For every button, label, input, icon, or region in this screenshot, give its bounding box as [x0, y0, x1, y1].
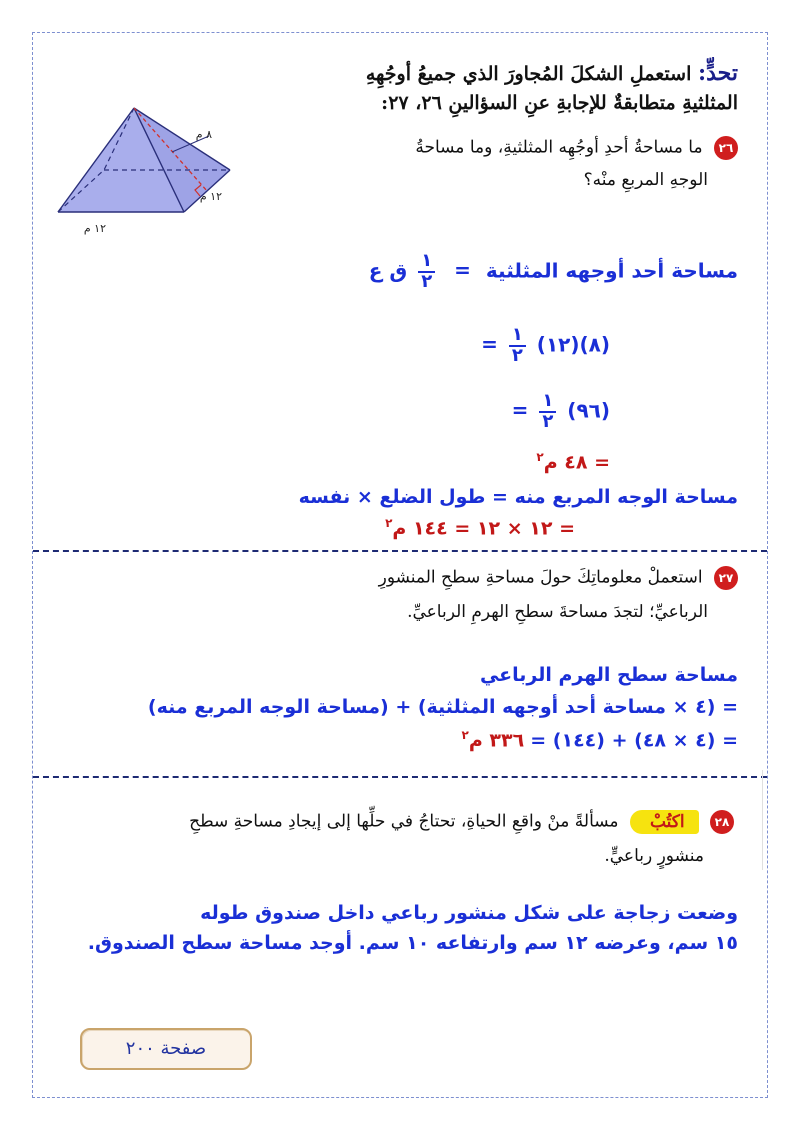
write-tag: اكتُبْ	[630, 810, 699, 834]
question-26-line-2: الوجهِ المربعِ منْه؟	[583, 170, 708, 190]
answer-27-formula: = (٤ × مساحة أحد أوجهه المثلثية) + (مساحة الوجه المربع منه)	[147, 696, 738, 718]
square-face-area-line: مساحة الوجه المربع منه = طول الضلع × نفسه	[298, 486, 738, 508]
intro-text-1: استعملِ الشكلَ المُجاورَ الذي جميعُ أوجُهِهِ	[365, 63, 692, 85]
square-face-area-result	[385, 516, 575, 539]
question-28-text-1: مسألةً منْ واقعِ الحياةِ، تحتاجُ في حلِّها إلى إيجادِ مساحةِ سطحِ	[189, 811, 619, 832]
fraction-denominator: ٢	[421, 270, 433, 292]
square-unit-superscript: ٢	[536, 450, 544, 464]
question-number-28: ٢٨	[710, 810, 734, 834]
fraction-numerator: ١	[418, 252, 435, 273]
product-12-8: (١٢)(٨)	[536, 332, 610, 357]
answer-26-line-3	[504, 392, 610, 432]
answer-26-line-4	[536, 450, 610, 473]
square-unit-superscript: ٢	[385, 516, 393, 530]
value-96: (٩٦)	[567, 398, 610, 423]
fraction-denominator: ٢	[542, 410, 554, 432]
answer-27-title: مساحة سطح الهرم الرباعي	[479, 664, 738, 686]
side-label: ١٢ م	[199, 190, 222, 203]
formula-base-height: ق ع	[368, 258, 408, 283]
pyramid-figure	[44, 100, 244, 240]
fraction-half	[418, 252, 435, 292]
square-unit-superscript: ٢	[461, 728, 469, 742]
fraction-half	[539, 392, 556, 432]
slant-label: ٨ م	[195, 128, 212, 141]
equals-sign: =	[511, 398, 529, 423]
question-number-27: ٢٧	[714, 566, 738, 590]
question-26-line-1	[415, 136, 738, 160]
challenge-tag: تحدٍّ:	[698, 60, 738, 86]
intro-line-2: المثلثيةِ متطابقةٌ للإجابةِ عنِ السؤالينِ ٢٦، ٢٧:	[381, 92, 738, 114]
fraction-numerator: ١	[509, 326, 526, 347]
answer-28-line-1: وضعت زجاجة على شكل منشور رباعي داخل صندوق طوله	[200, 902, 738, 924]
question-27-text-1: استعملْ معلوماتِكَ حولَ مساحةِ سطحِ المنشورِ	[378, 567, 703, 588]
calculation-result: ٣٣٦ م	[468, 729, 525, 752]
question-28-line-2: منشورٍ رباعيٍّ.	[604, 846, 704, 866]
equals-sign: =	[481, 332, 498, 357]
fraction-numerator: ١	[539, 392, 556, 413]
equals-sign: =	[454, 258, 471, 283]
question-27-line-1	[379, 566, 738, 590]
question-26-text-1: ما مساحةُ أحدِ أوجُهِه المثلثيةِ، وما مساحةُ	[415, 137, 703, 158]
question-27-line-2: الرباعيِّ؛ لتجدَ مساحةَ سطحِ الهرمِ الرباعيِّ.	[407, 602, 708, 622]
fraction-half	[509, 326, 526, 366]
intro-line-1	[366, 60, 738, 86]
section-divider	[33, 776, 767, 778]
base-label: ١٢ م	[83, 222, 106, 235]
answer-26-line-2	[473, 326, 610, 366]
question-number-26: ٢٦	[714, 136, 738, 160]
answer-28-line-2: ١٥ سم، وعرضه ١٢ سم وارتفاعه ١٠ سم. أوجد مساحة سطح الصندوق.	[87, 932, 738, 954]
side-rule	[762, 770, 763, 870]
question-28-line-1	[189, 810, 734, 834]
page-number-badge: صفحة ٢٠٠	[80, 1028, 252, 1070]
section-divider	[33, 550, 767, 552]
answer-27-calculation	[462, 728, 738, 751]
answer-26-line-1	[369, 252, 738, 292]
triangle-area-result: = ٤٨ م	[543, 451, 610, 474]
fraction-denominator: ٢	[511, 344, 523, 366]
triangle-area-label: مساحة أحد أوجهه المثلثية	[485, 258, 738, 283]
square-area-value: = ١٢ × ١٢ = ١٤٤ م	[392, 517, 575, 540]
calculation-expression: = (٤ × ٤٨) + (١٤٤) =	[530, 729, 738, 752]
